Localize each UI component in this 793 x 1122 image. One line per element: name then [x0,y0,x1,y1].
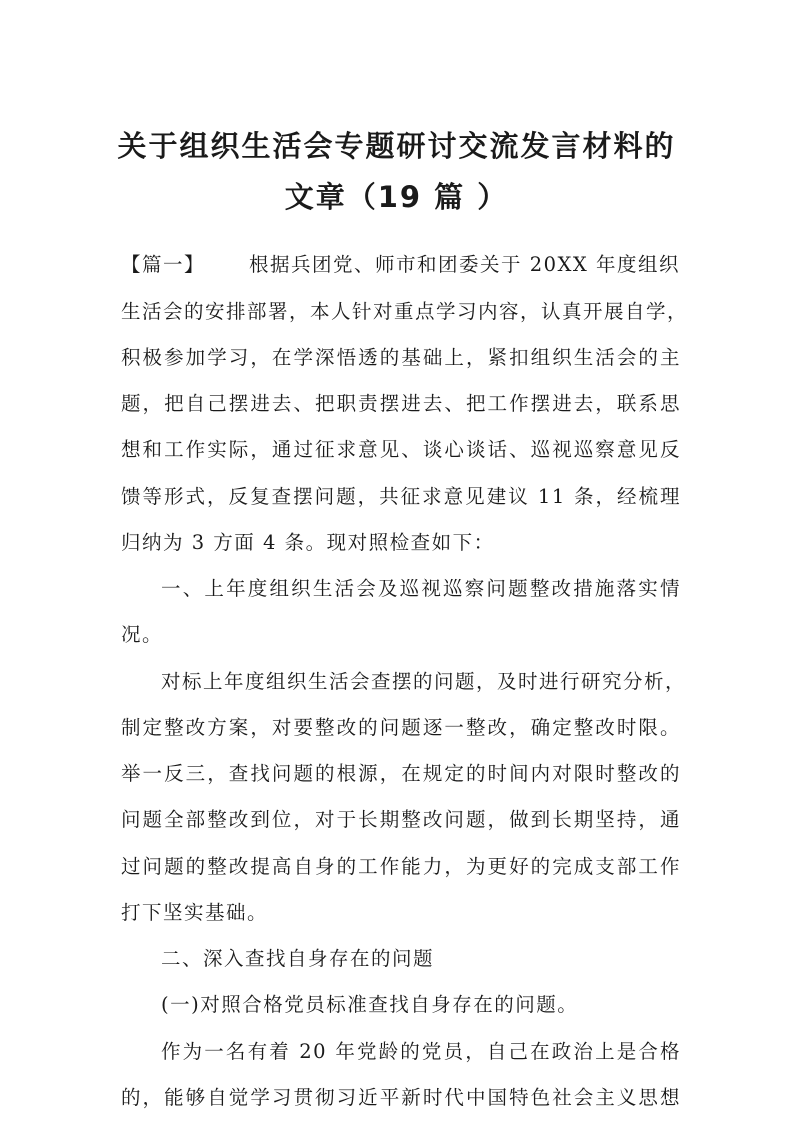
paragraph-line: 想和工作实际，通过征求意见、谈心谈话、巡视巡察意见反 [121,438,681,461]
paragraph-line: 问题全部整改到位，对于长期整改问题，做到长期坚持，通 [121,808,681,831]
paragraph-line: 馈等形式，反复查摆问题，共征求意见建议 11 条，经梳理 [121,485,681,508]
paragraph-line: 归纳为 3 方面 4 条。现对照检查如下： [121,531,495,554]
document-title-line-2: 文章（19 篇 ） [284,180,509,214]
paragraph-line: 作为一名有着 20 年党龄的党员，自己在政治上是合格 [161,1040,681,1063]
paragraph-text: 根据兵团党、师市和团委关于 20XX 年度组织 [249,253,680,276]
document-title-line-1: 关于组织生活会专题研讨交流发言材料的 [117,129,676,163]
paragraph-line: 举一反三，查找问题的根源，在规定的时间内对限时整改的 [121,762,681,785]
paragraph-line: 制定整改方案，对要整改的问题逐一整改，确定整改时限。 [121,716,681,739]
paragraph-line: 打下坚实基础。 [121,901,269,924]
section-label: 【篇一】 [121,253,206,276]
paragraph-line: 况。 [121,623,164,646]
paragraph-line: 的，能够自觉学习贯彻习近平新时代中国特色社会主义思想 [121,1086,681,1109]
section-heading-line: 一、上年度组织生活会及巡视巡察问题整改措施落实情 [161,577,681,600]
paragraph-line: 积极参加学习，在学深悟透的基础上，紧扣组织生活会的主 [121,346,681,369]
subsection-heading-line: (一)对照合格党员标准查找自身存在的问题。 [161,993,579,1016]
paragraph-line: 生活会的安排部署，本人针对重点学习内容，认真开展自学， [121,300,689,323]
paragraph-line: 题，把自己摆进去、把职责摆进去、把工作摆进去，联系思 [121,392,681,415]
section-heading-line: 二、深入查找自身存在的问题 [161,947,435,970]
paragraph-line: 过问题的整改提高自身的工作能力，为更好的完成支部工作 [121,855,681,878]
paragraph-line [121,252,681,278]
paragraph-line: 对标上年度组织生活会查摆的问题，及时进行研究分析， [161,670,687,693]
